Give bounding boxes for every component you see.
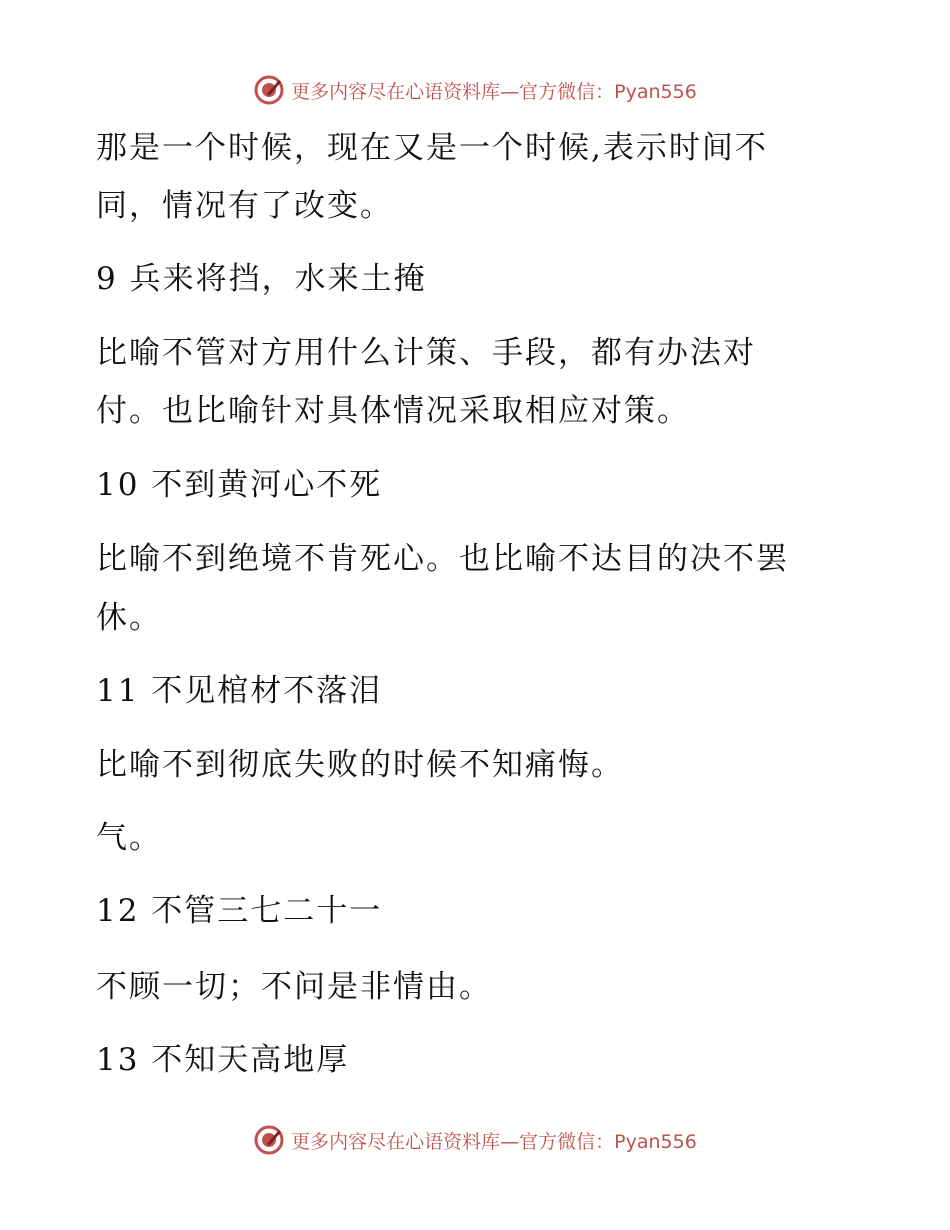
text-line: 比喻不到彻底失败的时候不知痛悔。	[96, 747, 624, 783]
idiom-heading: 10 不到黄河心不死	[96, 467, 383, 503]
idiom-heading: 12 不管三七二十一	[96, 893, 383, 929]
idiom-heading: 11 不见棺材不落泪	[96, 673, 383, 709]
footer-banner	[0, 1120, 950, 1160]
text-line: 比喻不管对方用什么计策、手段，都有办法对	[96, 335, 756, 371]
text-line: 不顾一切；不问是非情由。	[96, 969, 492, 1005]
idiom-heading: 9 兵来将挡，水来土掩	[96, 261, 427, 297]
footer-text: 更多内容尽在心语资料库—官方微信：Pyan556	[291, 1130, 697, 1153]
pen-seal-icon	[253, 1124, 285, 1156]
text-line: 休。	[96, 600, 162, 636]
header-text: 更多内容尽在心语资料库—官方微信：Pyan556	[291, 80, 697, 103]
text-line: 气。	[96, 820, 162, 856]
idiom-heading: 13 不知天高地厚	[96, 1042, 350, 1078]
footer-banner-inner	[253, 1124, 697, 1156]
text-line: 同，情况有了改变。	[96, 188, 393, 224]
text-line: 那是一个时候，现在又是一个时候,表示时间不	[96, 130, 768, 166]
text-line: 付。也比喻针对具体情况采取相应对策。	[96, 393, 690, 429]
text-line: 比喻不到绝境不肯死心。也比喻不达目的决不罢	[96, 541, 789, 577]
